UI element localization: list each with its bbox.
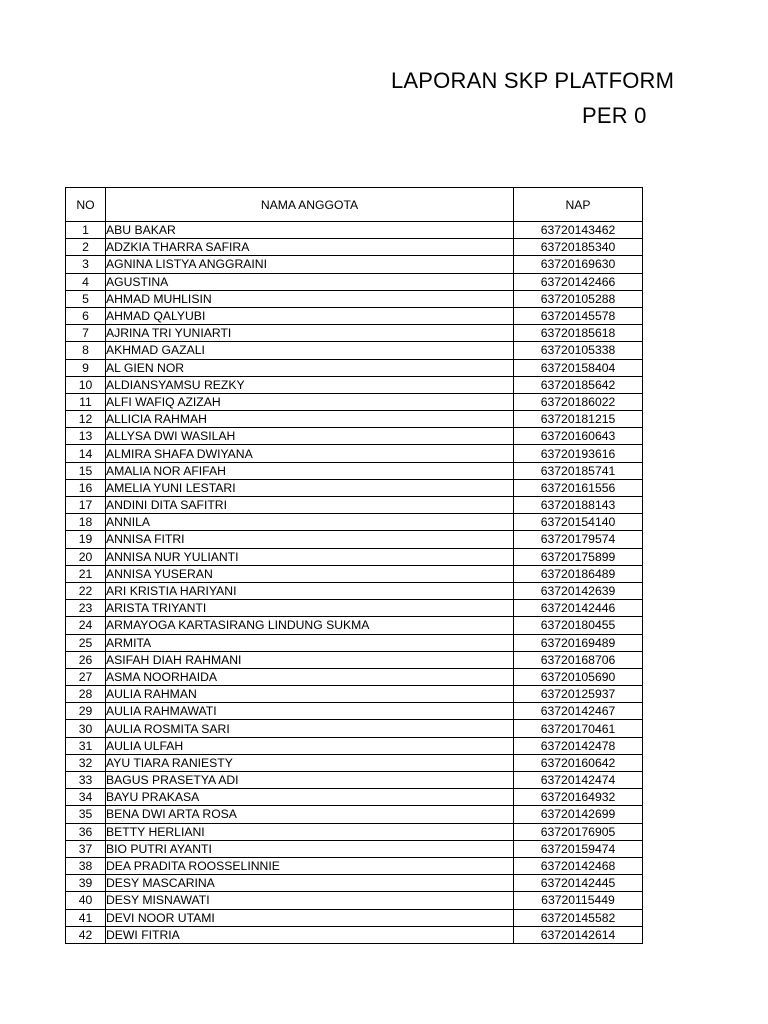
row-number: 10 <box>66 376 106 393</box>
table-row <box>66 445 643 462</box>
member-name: ASMA NOORHAIDA <box>106 668 514 685</box>
row-number: 40 <box>66 892 106 909</box>
row-number: 14 <box>66 445 106 462</box>
member-name: BAYU PRAKASA <box>106 789 514 806</box>
row-number: 30 <box>66 720 106 737</box>
table-row <box>66 703 643 720</box>
member-nap: 63720169630 <box>514 256 643 273</box>
member-nap: 63720143462 <box>514 222 643 239</box>
table-row <box>66 600 643 617</box>
member-nap: 63720159474 <box>514 840 643 857</box>
member-nap: 63720142468 <box>514 857 643 874</box>
row-number: 21 <box>66 565 106 582</box>
member-nap: 63720125937 <box>514 686 643 703</box>
member-nap: 63720175899 <box>514 548 643 565</box>
table-row <box>66 514 643 531</box>
member-nap: 63720105338 <box>514 342 643 359</box>
table-row <box>66 428 643 445</box>
member-name: AHMAD QALYUBI <box>106 307 514 324</box>
table-row <box>66 634 643 651</box>
member-nap: 63720180455 <box>514 617 643 634</box>
row-number: 38 <box>66 857 106 874</box>
table-body <box>66 222 643 944</box>
table-row <box>66 892 643 909</box>
member-nap: 63720176905 <box>514 823 643 840</box>
row-number: 2 <box>66 239 106 256</box>
member-nap: 63720186022 <box>514 393 643 410</box>
row-number: 17 <box>66 497 106 514</box>
row-number: 37 <box>66 840 106 857</box>
row-number: 12 <box>66 411 106 428</box>
header-nap: NAP <box>514 188 643 222</box>
row-number: 39 <box>66 875 106 892</box>
member-name: AYU TIARA RANIESTY <box>106 754 514 771</box>
member-nap: 63720161556 <box>514 479 643 496</box>
member-name: AGUSTINA <box>106 273 514 290</box>
member-name: AULIA RAHMAN <box>106 686 514 703</box>
member-nap: 63720185618 <box>514 325 643 342</box>
table-row <box>66 342 643 359</box>
table-row <box>66 875 643 892</box>
member-name: AULIA ULFAH <box>106 737 514 754</box>
table-row <box>66 479 643 496</box>
member-name: AJRINA TRI YUNIARTI <box>106 325 514 342</box>
table-row <box>66 411 643 428</box>
member-nap: 63720115449 <box>514 892 643 909</box>
member-nap: 63720188143 <box>514 497 643 514</box>
member-name: AKHMAD GAZALI <box>106 342 514 359</box>
member-name: ANDINI DITA SAFITRI <box>106 497 514 514</box>
table-row <box>66 582 643 599</box>
row-number: 25 <box>66 634 106 651</box>
row-number: 34 <box>66 789 106 806</box>
member-name: ABU BAKAR <box>106 222 514 239</box>
row-number: 26 <box>66 651 106 668</box>
table-row <box>66 273 643 290</box>
report-subtitle: PER 0 <box>582 103 647 128</box>
row-number: 27 <box>66 668 106 685</box>
table-row <box>66 531 643 548</box>
member-name: AMELIA YUNI LESTARI <box>106 479 514 496</box>
table-row <box>66 256 643 273</box>
table-row <box>66 754 643 771</box>
member-nap: 63720154140 <box>514 514 643 531</box>
table-row <box>66 462 643 479</box>
row-number: 8 <box>66 342 106 359</box>
table-row <box>66 772 643 789</box>
member-name: DESY MASCARINA <box>106 875 514 892</box>
table-row <box>66 239 643 256</box>
member-nap: 63720105288 <box>514 290 643 307</box>
row-number: 4 <box>66 273 106 290</box>
member-name: ARMAYOGA KARTASIRANG LINDUNG SUKMA <box>106 617 514 634</box>
row-number: 6 <box>66 307 106 324</box>
row-number: 33 <box>66 772 106 789</box>
table-row <box>66 737 643 754</box>
table-row <box>66 651 643 668</box>
table-row <box>66 548 643 565</box>
row-number: 18 <box>66 514 106 531</box>
member-nap: 63720145582 <box>514 909 643 926</box>
member-name: AL GIEN NOR <box>106 359 514 376</box>
row-number: 16 <box>66 479 106 496</box>
member-name: ALFI WAFIQ AZIZAH <box>106 393 514 410</box>
row-number: 5 <box>66 290 106 307</box>
member-name: ARISTA TRIYANTI <box>106 600 514 617</box>
member-nap: 63720142639 <box>514 582 643 599</box>
member-nap: 63720168706 <box>514 651 643 668</box>
row-number: 31 <box>66 737 106 754</box>
member-name: ALLICIA RAHMAH <box>106 411 514 428</box>
row-number: 36 <box>66 823 106 840</box>
row-number: 7 <box>66 325 106 342</box>
member-nap: 63720142478 <box>514 737 643 754</box>
member-nap: 63720170461 <box>514 720 643 737</box>
member-name: ARI KRISTIA HARIYANI <box>106 582 514 599</box>
member-name: ADZKIA THARRA SAFIRA <box>106 239 514 256</box>
table-row <box>66 307 643 324</box>
table-row <box>66 359 643 376</box>
member-name: ANNILA <box>106 514 514 531</box>
member-nap: 63720160643 <box>514 428 643 445</box>
member-nap: 63720193616 <box>514 445 643 462</box>
member-name: DEA PRADITA ROOSSELINNIE <box>106 857 514 874</box>
member-name: ALLYSA DWI WASILAH <box>106 428 514 445</box>
member-nap: 63720185741 <box>514 462 643 479</box>
member-name: AMALIA NOR AFIFAH <box>106 462 514 479</box>
member-nap: 63720185642 <box>514 376 643 393</box>
member-name: AHMAD MUHLISIN <box>106 290 514 307</box>
table-row <box>66 565 643 582</box>
row-number: 29 <box>66 703 106 720</box>
member-nap: 63720186489 <box>514 565 643 582</box>
row-number: 19 <box>66 531 106 548</box>
member-name: DEVI NOOR UTAMI <box>106 909 514 926</box>
member-name: BAGUS PRASETYA ADI <box>106 772 514 789</box>
row-number: 24 <box>66 617 106 634</box>
member-name: DEWI FITRIA <box>106 926 514 943</box>
member-nap: 63720142467 <box>514 703 643 720</box>
member-name: AULIA ROSMITA SARI <box>106 720 514 737</box>
row-number: 35 <box>66 806 106 823</box>
member-name: DESY MISNAWATI <box>106 892 514 909</box>
member-name: AGNINA LISTYA ANGGRAINI <box>106 256 514 273</box>
member-nap: 63720185340 <box>514 239 643 256</box>
member-name: BENA DWI ARTA ROSA <box>106 806 514 823</box>
table-row <box>66 789 643 806</box>
row-number: 1 <box>66 222 106 239</box>
table-row <box>66 668 643 685</box>
member-name: ASIFAH DIAH RAHMANI <box>106 651 514 668</box>
member-table <box>65 187 643 944</box>
row-number: 13 <box>66 428 106 445</box>
member-name: ANNISA FITRI <box>106 531 514 548</box>
member-nap: 63720142614 <box>514 926 643 943</box>
member-nap: 63720105690 <box>514 668 643 685</box>
member-nap: 63720142446 <box>514 600 643 617</box>
member-nap: 63720145578 <box>514 307 643 324</box>
row-number: 3 <box>66 256 106 273</box>
member-nap: 63720160642 <box>514 754 643 771</box>
table-row <box>66 290 643 307</box>
table-row <box>66 720 643 737</box>
row-number: 22 <box>66 582 106 599</box>
table-row <box>66 857 643 874</box>
member-name: ALDIANSYAMSU REZKY <box>106 376 514 393</box>
table-row <box>66 222 643 239</box>
row-number: 32 <box>66 754 106 771</box>
member-nap: 63720179574 <box>514 531 643 548</box>
member-nap: 63720181215 <box>514 411 643 428</box>
member-name: ANNISA NUR YULIANTI <box>106 548 514 565</box>
table-row <box>66 823 643 840</box>
table-row <box>66 617 643 634</box>
row-number: 41 <box>66 909 106 926</box>
member-nap: 63720142474 <box>514 772 643 789</box>
table-row <box>66 806 643 823</box>
table-row <box>66 376 643 393</box>
table-row <box>66 686 643 703</box>
table-row <box>66 840 643 857</box>
member-nap: 63720142445 <box>514 875 643 892</box>
row-number: 23 <box>66 600 106 617</box>
row-number: 11 <box>66 393 106 410</box>
row-number: 28 <box>66 686 106 703</box>
member-nap: 63720142699 <box>514 806 643 823</box>
member-name: ARMITA <box>106 634 514 651</box>
row-number: 20 <box>66 548 106 565</box>
member-name: ANNISA YUSERAN <box>106 565 514 582</box>
header-member-name: NAMA ANGGOTA <box>106 188 514 222</box>
table-row <box>66 497 643 514</box>
table-row <box>66 926 643 943</box>
row-number: 15 <box>66 462 106 479</box>
row-number: 9 <box>66 359 106 376</box>
member-nap: 63720142466 <box>514 273 643 290</box>
member-name: BETTY HERLIANI <box>106 823 514 840</box>
table-row <box>66 325 643 342</box>
member-name: ALMIRA SHAFA DWIYANA <box>106 445 514 462</box>
report-title: LAPORAN SKP PLATFORM <box>391 68 675 93</box>
member-name: AULIA RAHMAWATI <box>106 703 514 720</box>
member-nap: 63720158404 <box>514 359 643 376</box>
header-no: NO <box>66 188 106 222</box>
table-header-row <box>66 188 643 222</box>
table-row <box>66 909 643 926</box>
table-row <box>66 393 643 410</box>
member-name: BIO PUTRI AYANTI <box>106 840 514 857</box>
member-nap: 63720169489 <box>514 634 643 651</box>
member-nap: 63720164932 <box>514 789 643 806</box>
row-number: 42 <box>66 926 106 943</box>
